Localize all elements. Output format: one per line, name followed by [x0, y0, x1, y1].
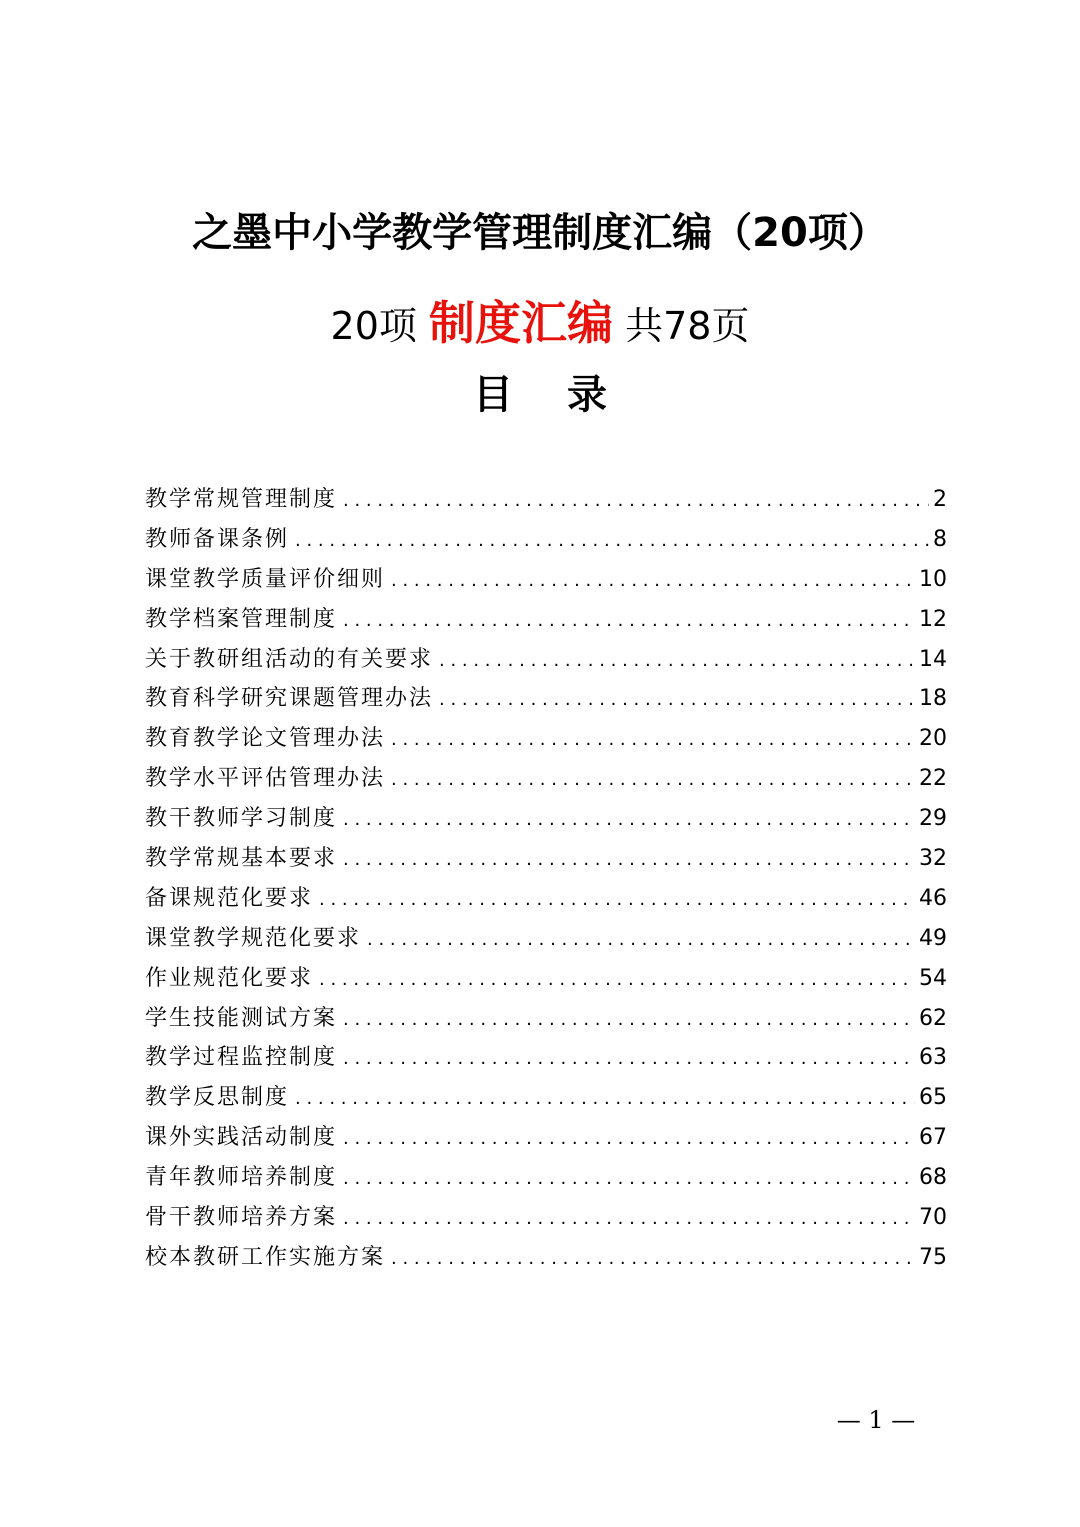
toc-entry-title: 关于教研组活动的有关要求	[145, 646, 434, 672]
toc-entry[interactable]	[145, 480, 947, 520]
toc-dot-leader	[319, 880, 915, 920]
toc-entry-title: 教学档案管理制度	[145, 606, 338, 632]
toc-dot-leader	[439, 641, 915, 681]
toc-entry-title: 骨干教师培养方案	[145, 1205, 338, 1231]
toc-entry-page: 75	[919, 1244, 947, 1270]
toc-dot-leader	[319, 960, 915, 1000]
toc-entry-page: 49	[919, 925, 947, 951]
subtitle-highlight: 制度汇编	[429, 296, 613, 350]
toc-dot-leader	[439, 680, 915, 720]
subtitle-prefix: 20项	[330, 304, 417, 348]
toc-entry-title: 教学反思制度	[145, 1085, 290, 1111]
toc-entry[interactable]	[145, 1158, 947, 1198]
toc-entry-page: 10	[919, 566, 947, 592]
toc-dot-leader	[343, 1000, 915, 1040]
toc-entry[interactable]	[145, 600, 947, 640]
toc-entry-page: 70	[919, 1205, 947, 1231]
toc-dot-leader	[343, 840, 915, 880]
toc-entry-title: 教育教学论文管理办法	[145, 726, 386, 752]
toc-entry[interactable]	[145, 520, 947, 560]
toc-dot-leader	[343, 1119, 915, 1159]
toc-entry[interactable]	[145, 1238, 947, 1278]
toc-entry[interactable]	[145, 679, 947, 719]
toc-entry[interactable]	[145, 959, 947, 999]
toc-entry[interactable]	[145, 799, 947, 839]
toc-entry[interactable]	[145, 1038, 947, 1078]
toc-entry-page: 54	[919, 965, 947, 991]
toc-dot-leader	[343, 1199, 915, 1239]
toc-dot-leader	[343, 601, 915, 641]
toc-entry-page: 18	[919, 686, 947, 712]
toc-entry-page: 67	[919, 1125, 947, 1151]
toc-entry-page: 29	[919, 806, 947, 832]
toc-dot-leader	[343, 481, 929, 521]
toc-dot-leader	[343, 1159, 915, 1199]
toc-entry-page: 2	[933, 487, 947, 512]
toc-entry-title: 课堂教学质量评价细则	[145, 566, 386, 592]
toc-entry[interactable]	[145, 839, 947, 879]
toc-entry-title: 教学常规基本要求	[145, 846, 338, 872]
toc-entry-title: 教干教师学习制度	[145, 806, 338, 832]
toc-entry-page: 62	[919, 1005, 947, 1031]
toc-entry[interactable]	[145, 719, 947, 759]
toc-entry[interactable]	[145, 919, 947, 959]
toc-dot-leader	[295, 1079, 915, 1119]
toc-entry[interactable]	[145, 999, 947, 1039]
toc-entry[interactable]	[145, 759, 947, 799]
toc-entry-title: 作业规范化要求	[145, 965, 314, 991]
toc-dot-leader	[391, 760, 915, 800]
toc-dot-leader	[391, 561, 915, 601]
toc-heading: 目录	[473, 372, 661, 418]
toc-dot-leader	[343, 800, 915, 840]
table-of-contents	[145, 480, 947, 1278]
toc-entry[interactable]	[145, 1198, 947, 1238]
toc-entry-page: 65	[919, 1085, 947, 1111]
toc-entry[interactable]	[145, 1078, 947, 1118]
document-title: 之墨中小学教学管理制度汇编（20项）	[192, 210, 888, 256]
toc-entry-page: 8	[933, 526, 947, 552]
toc-entry[interactable]	[145, 1118, 947, 1158]
toc-entry-title: 教学水平评估管理办法	[145, 766, 386, 792]
subtitle-suffix: 共78页	[625, 304, 750, 348]
toc-entry-title: 青年教师培养制度	[145, 1165, 338, 1191]
toc-entry-title: 教学过程监控制度	[145, 1045, 338, 1071]
toc-entry-page: 46	[919, 885, 947, 911]
toc-entry[interactable]	[145, 560, 947, 600]
toc-dot-leader	[367, 920, 915, 960]
toc-entry-title: 课外实践活动制度	[145, 1125, 338, 1151]
toc-entry-page: 32	[919, 846, 947, 872]
document-subtitle	[0, 293, 1080, 356]
toc-entry-page: 63	[919, 1045, 947, 1071]
toc-entry-page: 22	[919, 766, 947, 792]
toc-entry-title: 学生技能测试方案	[145, 1005, 338, 1031]
toc-dot-leader	[343, 1039, 915, 1079]
toc-entry-title: 教师备课条例	[145, 526, 290, 552]
toc-entry-title: 课堂教学规范化要求	[145, 925, 362, 951]
toc-entry-title: 教育科学研究课题管理办法	[145, 686, 434, 712]
toc-entry-title: 校本教研工作实施方案	[145, 1244, 386, 1270]
toc-entry-page: 20	[919, 726, 947, 752]
toc-entry-page: 14	[919, 646, 947, 672]
toc-entry-page: 68	[919, 1165, 947, 1191]
toc-dot-leader	[391, 720, 915, 760]
toc-entry[interactable]	[145, 879, 947, 919]
toc-entry-title: 备课规范化要求	[145, 885, 314, 911]
toc-entry-page: 12	[919, 606, 947, 632]
toc-entry-title: 教学常规管理制度	[145, 487, 338, 512]
toc-dot-leader	[391, 1239, 915, 1279]
toc-dot-leader	[295, 521, 929, 561]
toc-entry[interactable]	[145, 640, 947, 680]
page-number: — 1 —	[836, 1406, 916, 1434]
